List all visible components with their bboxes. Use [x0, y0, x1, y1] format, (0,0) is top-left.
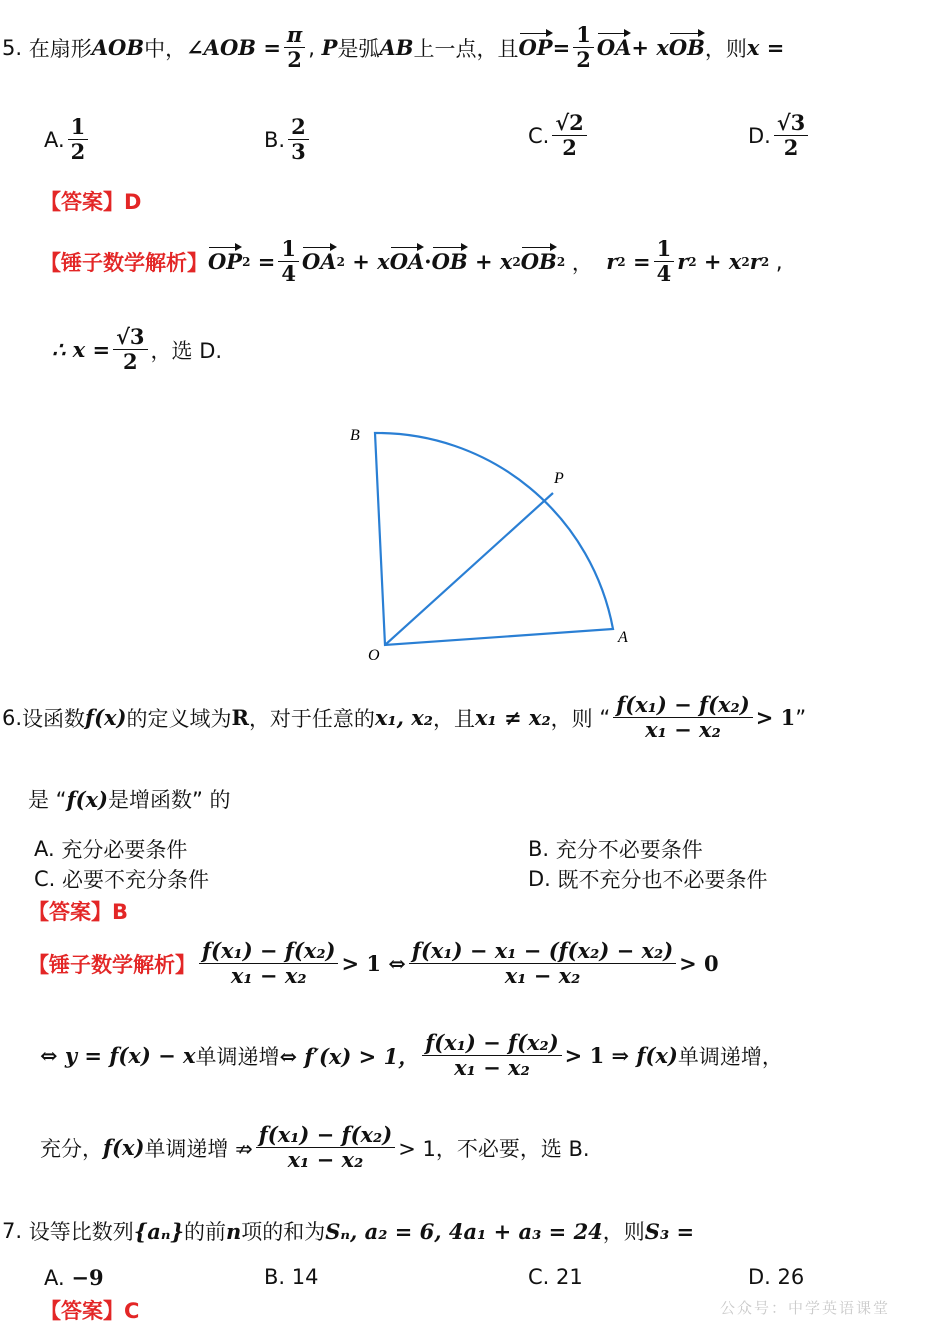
- q6-analysis-line3: [40, 1124, 590, 1171]
- frac-den: 2: [123, 349, 138, 375]
- q5-text: 是弧: [337, 36, 380, 61]
- option-label: C.: [528, 1265, 550, 1289]
- option-num: √3: [774, 112, 808, 136]
- q5-vec-op: OP: [518, 35, 553, 61]
- frac-den: x₁ − x₂: [287, 1147, 364, 1173]
- q7-text: 设等比数列: [28, 1220, 134, 1244]
- q5-arc: AB: [379, 35, 414, 61]
- option-label: C.: [528, 123, 550, 148]
- label-b: B: [350, 427, 360, 444]
- q7-option-a[interactable]: [44, 1265, 104, 1290]
- q6-neq: x₁ ≠ x₂: [475, 705, 551, 731]
- q6-r: R: [231, 705, 249, 731]
- mono-text: 单调递增，: [677, 1044, 783, 1069]
- option-value: [288, 116, 309, 163]
- option-value: [552, 112, 586, 159]
- q7-seq: {aₙ}: [133, 1218, 184, 1244]
- q6-option-a[interactable]: [34, 834, 187, 864]
- q5-text: ，则: [704, 36, 747, 61]
- frac-num: f(x₁) − f(x₂): [256, 1124, 395, 1148]
- q5-one: 1: [573, 24, 594, 48]
- q6-number: 6.: [2, 705, 23, 730]
- option-text: −9: [71, 1265, 104, 1290]
- option-label: A.: [44, 1265, 65, 1290]
- frac-den: x₁ − x₂: [645, 717, 721, 743]
- sqrt3-over-2: [113, 326, 147, 373]
- q6-answer: 【答案】B: [28, 900, 129, 924]
- option-text: 21: [556, 1265, 583, 1289]
- option-value: [68, 116, 89, 163]
- q5-text: 在扇形: [28, 36, 92, 61]
- q7-option-b[interactable]: [264, 1265, 319, 1289]
- q6-text: ，则: [550, 706, 593, 731]
- q6-option-c[interactable]: [34, 864, 209, 894]
- q7-answer: 【答案】C: [40, 1299, 140, 1323]
- analysis-frac3: [422, 1032, 561, 1079]
- q7-text: 项的和为: [241, 1220, 326, 1244]
- option-den: 2: [783, 135, 799, 161]
- option-text: 26: [777, 1265, 805, 1289]
- option-label: B.: [264, 127, 286, 152]
- gt1: > 1: [341, 951, 381, 977]
- q5-pi-over-2: [284, 24, 305, 71]
- option-text: 充分必要条件: [61, 838, 188, 862]
- conclusion-text: > 1，不必要，选 B.: [398, 1136, 590, 1161]
- frac-num: f(x₁) − f(x₂): [422, 1032, 561, 1056]
- q5-two: 2: [576, 47, 591, 73]
- quarter: $\frac{1}{4}$: [654, 238, 675, 285]
- option-label: B.: [264, 1265, 286, 1289]
- option-num: √2: [552, 112, 586, 136]
- q7-stem: [2, 1216, 694, 1246]
- option-label: B.: [528, 837, 550, 861]
- fx: f(x): [103, 1135, 145, 1161]
- therefore: ∴ x =: [52, 337, 111, 363]
- frac-num: f(x₁) − x₁ − (f(x₂) − x₂): [409, 940, 676, 964]
- fprime: ⇔ f′(x) > 1，: [279, 1043, 420, 1069]
- sector-diagram: [340, 420, 650, 670]
- sufficient-text: 充分，: [40, 1136, 103, 1161]
- vec-oa: OA: [389, 249, 425, 275]
- q6-stem: 6. 设函数 f(x) 的定义域为 R ，对于任意的 x₁, x₂ ，且 x₁ ≠ x₂ ，则 “ $\frac{\text{f(x₁) − f(x₂)}}{\text{x₁ − x₂}}$ > 1 ”: [2, 692, 807, 743]
- q5-number: 5.: [2, 35, 23, 60]
- q7-option-c[interactable]: [528, 1265, 583, 1289]
- q7-s3: S₃ =: [644, 1218, 695, 1244]
- frac-den: x₁ − x₂: [230, 963, 307, 989]
- q6-analysis-line1: 【锤子数学解析】 $\frac{\text{f(x₁) − f(x₂)}}{\text{x₁ − x₂}}$ > 1 ⇔ $\frac{\text{f(x₁) − x₁ − (f(x₂) − x₂)}}{\text{x₁ − x₂}}$ > 0: [28, 938, 719, 989]
- analysis-frac2: [409, 940, 676, 987]
- watermark: 公众号：中学英语课堂: [719, 1299, 890, 1317]
- option-label: A.: [34, 837, 55, 861]
- label-p: P: [554, 470, 564, 487]
- q5-x-eq: x =: [746, 35, 785, 61]
- analysis-label: 【锤子数学解析】: [28, 952, 196, 977]
- q7-number: 7.: [2, 1219, 23, 1243]
- label-a: A: [618, 629, 628, 646]
- vec-op: OP: [208, 249, 243, 275]
- q6-gt1: > 1: [755, 705, 796, 731]
- q5-eq: =: [552, 35, 571, 61]
- q5-option-b[interactable]: [264, 116, 312, 163]
- mono-text: 单调递增: [195, 1044, 280, 1069]
- option-text: 充分不必要条件: [555, 838, 703, 862]
- q5-sector: AOB: [91, 35, 145, 61]
- q7-text: ，则: [602, 1220, 645, 1244]
- q5-option-c[interactable]: [528, 112, 590, 159]
- q5-pi: π: [284, 24, 305, 48]
- fx: f(x): [636, 1043, 678, 1069]
- q7-option-d[interactable]: [748, 1265, 804, 1289]
- q5-vec-ob: OB: [668, 35, 705, 61]
- frac-num: f(x₁) − f(x₂): [199, 940, 338, 964]
- q6-fx: f(x): [85, 705, 127, 731]
- quarter: $\frac{1}{4}$: [278, 238, 299, 285]
- option-label: D.: [748, 123, 771, 148]
- q6-frac: [613, 694, 752, 741]
- q6-text: 是增函数” 的: [108, 788, 231, 812]
- q5-plus-x: + x: [631, 35, 669, 61]
- analysis-frac: [199, 940, 338, 987]
- q5-p: P: [321, 35, 338, 61]
- option-den: 2: [562, 135, 577, 161]
- q5-option-d[interactable]: [748, 112, 811, 159]
- not-implies: 单调递增 ⇏: [144, 1136, 253, 1161]
- q5-answer: 【答案】D: [40, 190, 142, 214]
- vec-oa: OA: [302, 249, 337, 275]
- option-text: 必要不充分条件: [62, 868, 210, 892]
- q6-fx: f(x): [66, 786, 108, 812]
- q6-text: 的定义域为: [126, 706, 232, 731]
- option-label: D.: [748, 1265, 771, 1289]
- q5-option-a[interactable]: [44, 116, 91, 163]
- q5-angle: ∠AOB =: [186, 35, 281, 61]
- q7-cond: Sₙ, a₂ = 6, 4a₁ + a₃ = 24: [325, 1218, 603, 1244]
- vec-ob: OB: [431, 249, 468, 275]
- sector-outline: [375, 433, 613, 645]
- implies: > 1 ⇒: [564, 1043, 630, 1069]
- q7-text: 的前: [183, 1220, 226, 1244]
- analysis-frac4: [256, 1124, 395, 1171]
- q6-text: 是 “: [28, 788, 67, 812]
- q5-stem: 5. 在扇形 AOB 中， ∠AOB = $\frac{\pi}{2}$ , P 是弧 AB 上一点，且 OP = $\frac{1}{2}$ OA + x OB ，则 x =: [2, 22, 785, 73]
- option-label: D.: [528, 867, 551, 891]
- q6-text: ，对于任意的: [248, 706, 375, 731]
- q5-vec-oa: OA: [596, 35, 632, 61]
- q6-option-b[interactable]: [528, 834, 703, 864]
- y-def: ⇔ y = f(x) − x: [40, 1043, 196, 1069]
- q6-text: ，且: [433, 706, 475, 731]
- frac-num: √3: [113, 326, 147, 350]
- analysis-label: 【锤子数学解析】: [40, 250, 208, 275]
- option-num: 2: [288, 116, 309, 140]
- option-den: 3: [291, 139, 306, 165]
- option-den: 2: [70, 139, 86, 165]
- q6-x1x2: x₁, x₂: [374, 705, 433, 731]
- q6-stem-line2: [28, 784, 231, 814]
- vec-ob: OB: [520, 249, 557, 275]
- label-o: O: [368, 647, 380, 664]
- q5-half: [573, 24, 594, 71]
- q5-text: 上一点，且: [413, 36, 519, 61]
- radius-op: [385, 493, 553, 645]
- q6-option-d[interactable]: [528, 864, 768, 894]
- option-num: 1: [68, 116, 89, 140]
- q7-n: n: [225, 1218, 242, 1244]
- q5-analysis-line2: [52, 326, 222, 373]
- frac-den: x₁ − x₂: [504, 963, 581, 989]
- gt0: > 0: [679, 951, 719, 977]
- q6-text: 设函数: [22, 706, 86, 731]
- option-text: 14: [291, 1265, 319, 1289]
- option-label: A.: [44, 127, 65, 152]
- choose-text: ，选 D.: [150, 338, 223, 363]
- q5-analysis-line1: 【锤子数学解析】 OP 2 = $\frac{1}{4}$ OA 2 + x OA · OB + x 2 OB 2 ， r 2 = $\frac{1}{4}$ r 2 + x 2 r 2 ,: [40, 236, 783, 287]
- q6-analysis-line2: [40, 1032, 783, 1079]
- option-value: [774, 112, 808, 159]
- frac-den: x₁ − x₂: [454, 1055, 530, 1081]
- option-label: C.: [34, 867, 56, 891]
- option-text: 既不充分也不必要条件: [557, 868, 768, 892]
- q5-two: 2: [287, 47, 302, 73]
- frac-num: f(x₁) − f(x₂): [613, 694, 752, 718]
- q5-text: 中，: [144, 36, 187, 61]
